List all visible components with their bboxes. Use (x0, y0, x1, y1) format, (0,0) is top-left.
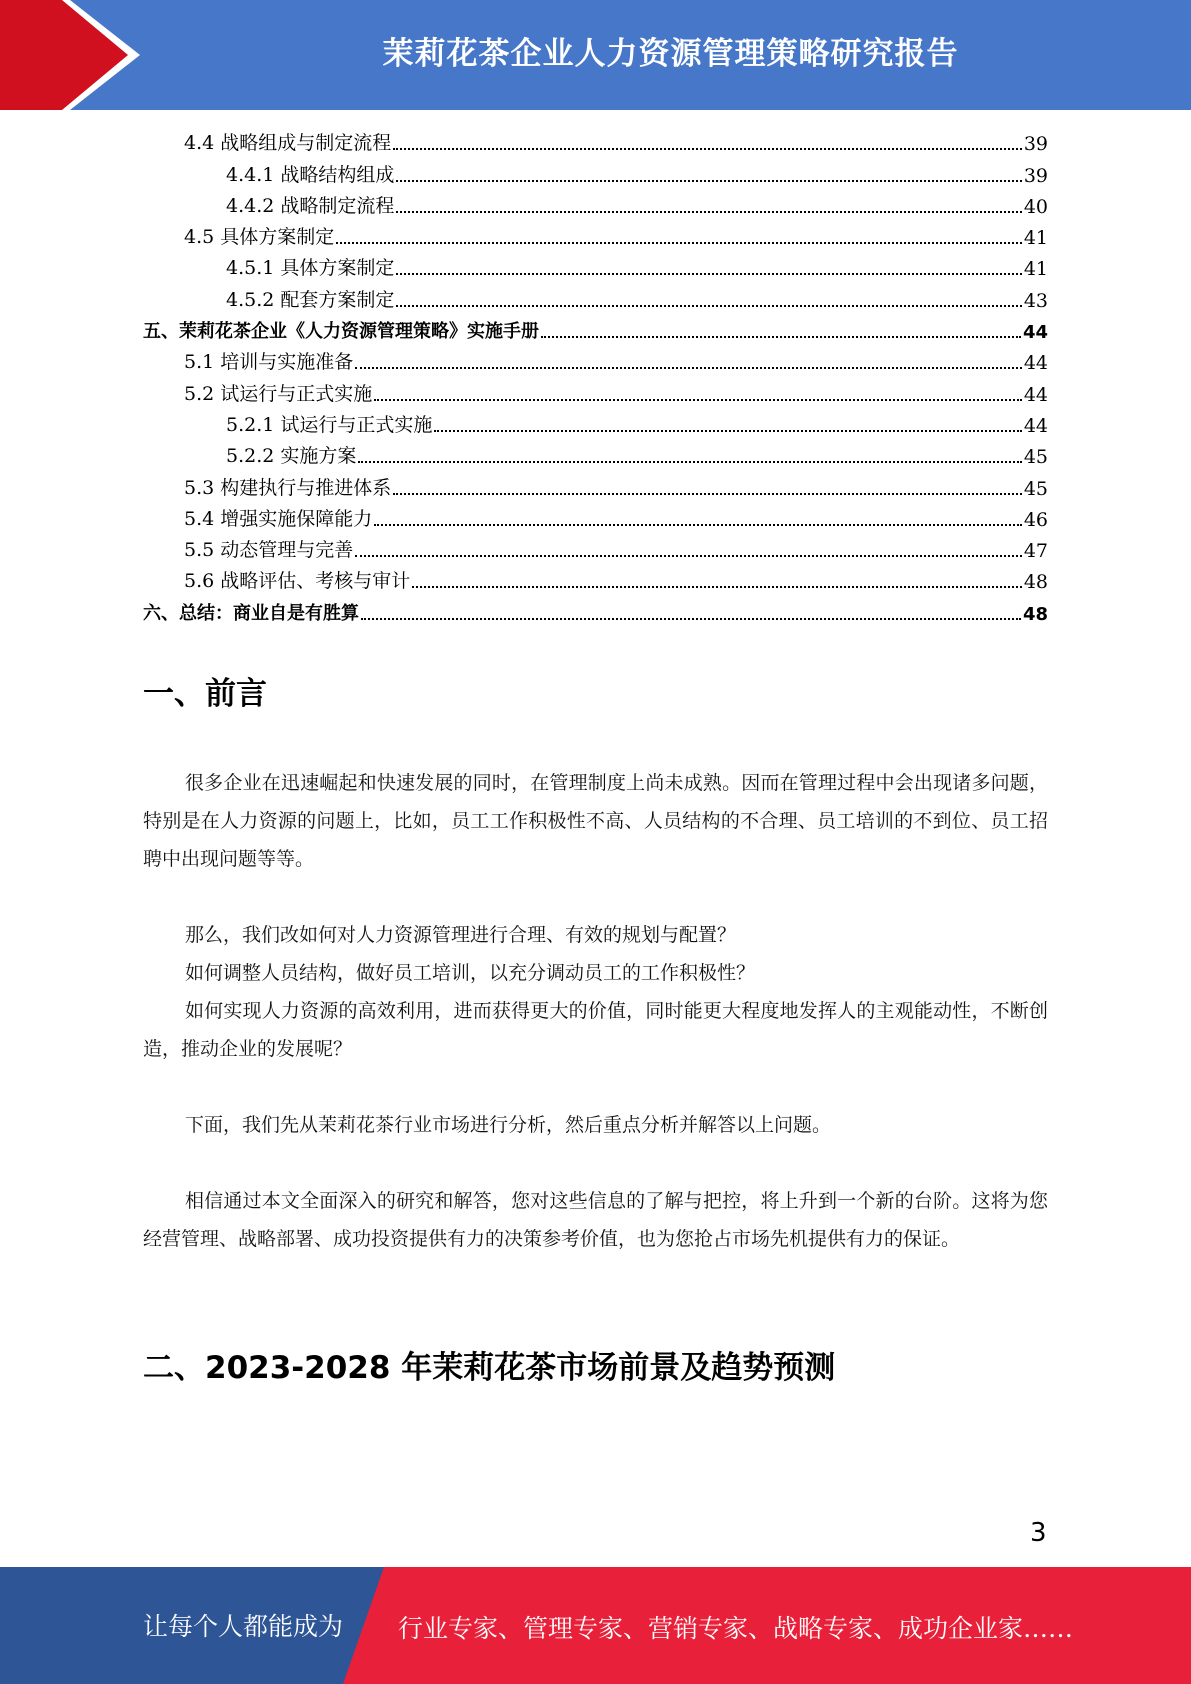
toc-dot-leader (396, 180, 1021, 182)
paragraph: 那么，我们改如何对人力资源管理进行合理、有效的规划与配置？ (185, 924, 737, 946)
toc-entry-label: 5.6 战略评估、考核与审计 (184, 570, 411, 593)
toc-entry-label: 5.5 动态管理与完善 (184, 539, 354, 562)
toc-entry-label: 4.4.1 战略结构组成 (226, 163, 395, 186)
toc-entry-page: 41 (1023, 258, 1048, 281)
toc-entry-label: 4.4 战略组成与制定流程 (184, 132, 392, 155)
paragraph: 如何实现人力资源的高效利用，进而获得更大的价值，同时能更大程度地发挥人的主观能动性，不断创造，推动企业的发展呢？ (143, 1000, 1048, 1060)
header-arrow-decoration (0, 0, 160, 110)
toc-entry[interactable] (143, 347, 1048, 378)
toc-entry[interactable] (143, 128, 1048, 159)
toc-entry[interactable] (143, 316, 1048, 347)
page-number: 3 (1030, 1518, 1047, 1548)
toc-entry[interactable] (143, 472, 1048, 503)
toc-entry[interactable] (143, 222, 1048, 253)
toc-dot-leader (541, 336, 1021, 338)
toc-entry-label: 五、茉莉花茶企业《人力资源管理策略》实施手册 (143, 321, 539, 343)
toc-entry-label: 六、总结：商业自是有胜算 (143, 602, 359, 624)
toc-entry[interactable] (143, 159, 1048, 190)
toc-entry-page: 47 (1023, 540, 1048, 563)
toc-entry-page: 41 (1023, 227, 1048, 250)
toc-dot-leader (361, 618, 1021, 620)
toc-entry[interactable] (143, 566, 1048, 597)
footer-slogan-left: 让每个人都能成为 (143, 1612, 344, 1641)
toc-entry-label: 4.5 具体方案制定 (184, 226, 335, 249)
toc-entry[interactable] (143, 410, 1048, 441)
toc-entry[interactable] (143, 191, 1048, 222)
toc-entry-label: 5.4 增强实施保障能力 (184, 507, 373, 530)
toc-entry-page: 44 (1023, 352, 1048, 375)
toc-dot-leader (336, 242, 1022, 244)
toc-entry-page: 44 (1023, 383, 1048, 406)
toc-entry[interactable] (143, 284, 1048, 315)
toc-entry-label: 5.1 培训与实施准备 (184, 351, 354, 374)
toc-entry-label: 5.2 试运行与正式实施 (184, 382, 373, 405)
toc-entry[interactable] (143, 504, 1048, 535)
toc-dot-leader (393, 493, 1022, 495)
header-title: 茉莉花茶企业人力资源管理策略研究报告 (382, 36, 959, 72)
toc-dot-leader (396, 273, 1021, 275)
page-header (0, 0, 1191, 110)
toc-dot-leader (396, 305, 1021, 307)
footer-slogan-right: 行业专家、管理专家、营销专家、战略专家、成功企业家…… (398, 1614, 1074, 1643)
toc-entry[interactable] (143, 378, 1048, 409)
page-footer (0, 1567, 1191, 1684)
paragraph: 相信通过本文全面深入的研究和解答，您对这些信息的了解与把控，将上升到一个新的台阶。这将为您经营管理、战略部署、成功投资提供有力的决策参考价值，也为您抢占市场先机提供有力的保证。 (143, 1190, 1048, 1250)
toc-entry[interactable] (143, 535, 1048, 566)
toc-entry[interactable] (143, 597, 1048, 628)
toc-entry-page: 48 (1022, 603, 1048, 625)
toc-entry-page: 45 (1023, 477, 1048, 500)
toc-dot-leader (355, 555, 1022, 557)
toc-entry[interactable] (143, 253, 1048, 284)
toc-entry-page: 46 (1023, 508, 1048, 531)
section-heading-market-forecast: 二、2023-2028 年茉莉花茶市场前景及趋势预测 (143, 1350, 836, 1386)
toc-entry-page: 44 (1022, 322, 1048, 344)
toc-dot-leader (396, 211, 1021, 213)
toc-entry[interactable] (143, 441, 1048, 472)
toc-dot-leader (412, 586, 1022, 588)
toc-entry-page: 45 (1023, 446, 1048, 469)
paragraph: 下面，我们先从茉莉花茶行业市场进行分析，然后重点分析并解答以上问题。 (185, 1114, 832, 1136)
toc-entry-page: 40 (1023, 195, 1048, 218)
toc-entry-page: 43 (1023, 289, 1048, 312)
toc-entry-page: 39 (1023, 164, 1048, 187)
toc-entry-label: 5.3 构建执行与推进体系 (184, 476, 392, 499)
toc-dot-leader (374, 399, 1022, 401)
toc-dot-leader (374, 524, 1022, 526)
section-heading-preface: 一、前言 (143, 676, 267, 712)
toc-entry-page: 44 (1023, 414, 1048, 437)
paragraph: 如何调整人员结构，做好员工培训，以充分调动员工的工作积极性？ (185, 962, 756, 984)
toc-entry-label: 4.5.1 具体方案制定 (226, 257, 395, 280)
toc-entry-label: 5.2.2 实施方案 (226, 445, 357, 468)
toc-dot-leader (434, 430, 1021, 432)
toc-entry-label: 4.5.2 配套方案制定 (226, 288, 395, 311)
toc-dot-leader (393, 148, 1022, 150)
paragraph: 很多企业在迅速崛起和快速发展的同时，在管理制度上尚未成熟。因而在管理过程中会出现诸多问题，特别是在人力资源的问题上，比如，员工工作积极性不高、人员结构的不合理、员工培训的不到位、员工招聘中出现问题等等。 (143, 772, 1048, 870)
table-of-contents (143, 128, 1048, 629)
toc-entry-label: 5.2.1 试运行与正式实施 (226, 413, 433, 436)
toc-dot-leader (358, 461, 1021, 463)
toc-entry-page: 39 (1023, 133, 1048, 156)
toc-entry-page: 48 (1023, 571, 1048, 594)
toc-entry-label: 4.4.2 战略制定流程 (226, 194, 395, 217)
toc-dot-leader (355, 367, 1022, 369)
